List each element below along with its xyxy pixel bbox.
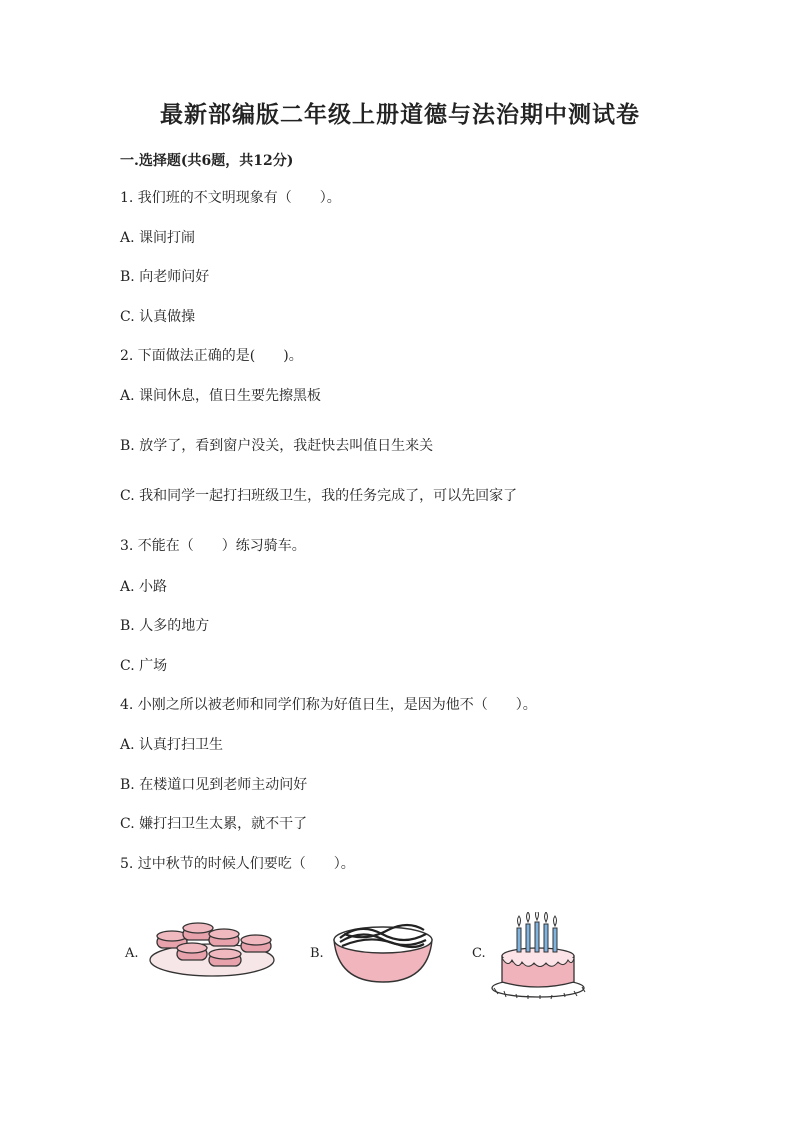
question-3: 3. 不能在（ ）练习骑车。 bbox=[120, 538, 306, 554]
option-2c: C. 我和同学一起打扫班级卫生，我的任务完成了，可以先回家了 bbox=[120, 488, 518, 504]
question-5: 5. 过中秋节的时候人们要吃（ ）。 bbox=[120, 856, 355, 872]
option-4b: B. 在楼道口见到老师主动问好 bbox=[120, 777, 308, 793]
question-4: 4. 小刚之所以被老师和同学们称为好值日生，是因为他不（ ）。 bbox=[120, 697, 537, 713]
section-heading: 一.选择题(共6题，共12分) bbox=[120, 153, 294, 169]
option-1a: A. 课间打闹 bbox=[120, 230, 196, 246]
option-2a: A. 课间休息，值日生要先擦黑板 bbox=[120, 388, 322, 404]
mooncakes-icon bbox=[145, 918, 280, 980]
option-3c: C. 广场 bbox=[120, 658, 168, 674]
option-3a: A. 小路 bbox=[120, 579, 168, 595]
birthday-cake-icon bbox=[488, 912, 588, 1000]
option-1b: B. 向老师问好 bbox=[120, 269, 210, 285]
picture-option-a-label: A. bbox=[125, 946, 139, 961]
picture-option-b-label: B. bbox=[310, 946, 324, 961]
option-4a: A. 认真打扫卫生 bbox=[120, 737, 224, 753]
option-4c: C. 嫌打扫卫生太累，就不干了 bbox=[120, 816, 308, 832]
page-title: 最新部编版二年级上册道德与法治期中测试卷 bbox=[160, 101, 640, 128]
question-2: 2. 下面做法正确的是( )。 bbox=[120, 348, 303, 364]
option-2b: B. 放学了，看到窗户没关，我赶快去叫值日生来关 bbox=[120, 438, 434, 454]
option-3b: B. 人多的地方 bbox=[120, 618, 210, 634]
option-1c: C. 认真做操 bbox=[120, 309, 196, 325]
question-1: 1. 我们班的不文明现象有（ ）。 bbox=[120, 190, 341, 206]
noodles-bowl-icon bbox=[330, 912, 436, 986]
picture-option-c-label: C. bbox=[472, 946, 486, 961]
